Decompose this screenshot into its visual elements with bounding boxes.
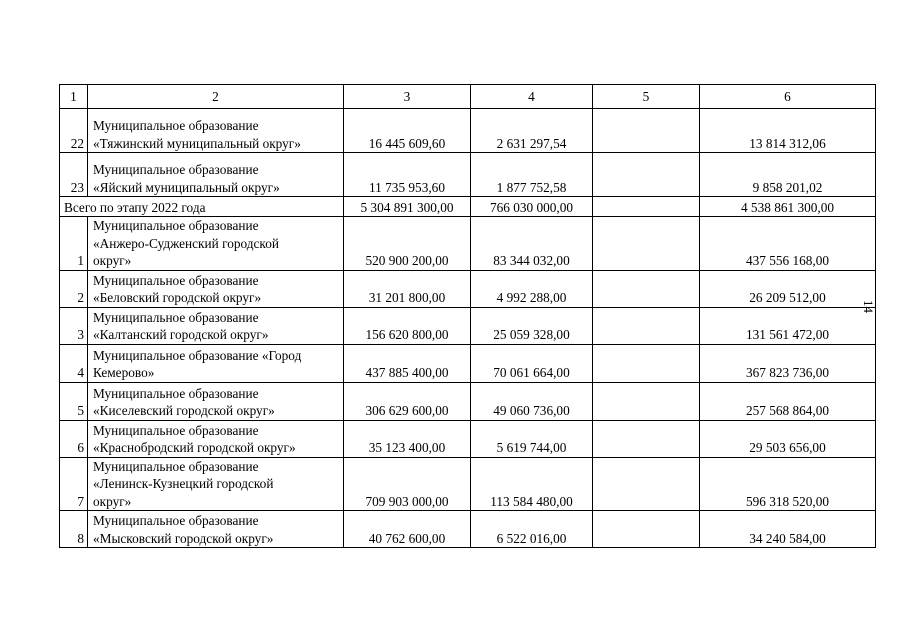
header-cell-1: 1 <box>60 85 88 109</box>
row-number: 8 <box>60 511 88 548</box>
header-cell-2: 2 <box>88 85 344 109</box>
column-4-value: 70 061 664,00 <box>471 344 593 382</box>
column-4-value: 4 992 288,00 <box>471 270 593 307</box>
name-line: «Ленинск-Кузнецкий городской <box>93 476 274 491</box>
column-3-value: 306 629 600,00 <box>344 382 471 420</box>
row-number: 3 <box>60 307 88 344</box>
column-5-value <box>593 270 700 307</box>
table-row <box>60 270 876 307</box>
column-6-value: 26 209 512,00 <box>700 270 876 307</box>
column-5-value <box>593 109 700 153</box>
column-5-value <box>593 344 700 382</box>
header-row <box>60 85 876 109</box>
column-3-value: 156 620 800,00 <box>344 307 471 344</box>
name-line: Муниципальное образование <box>93 513 259 528</box>
name-line: «Тяжинский муниципальный округ» <box>93 135 301 151</box>
name-line: Муниципальное образование <box>93 309 259 325</box>
total-column-4-value: 766 030 000,00 <box>471 197 593 217</box>
name-line: Муниципальное образование <box>93 118 259 133</box>
column-4-value: 25 059 328,00 <box>471 307 593 344</box>
name-line: Муниципальное образование <box>93 162 259 177</box>
table-body <box>60 85 876 548</box>
column-5-value <box>593 420 700 457</box>
column-4-value: 1 877 752,58 <box>471 153 593 197</box>
row-number: 2 <box>60 270 88 307</box>
municipality-name <box>88 511 344 548</box>
name-line: Кемерово» <box>93 365 155 380</box>
name-line: Муниципальное образование «Город <box>93 347 302 363</box>
municipality-name <box>88 420 344 457</box>
column-6-value: 257 568 864,00 <box>700 382 876 420</box>
name-line: «Калтанский городской округ» <box>93 327 269 342</box>
column-5-value <box>593 457 700 511</box>
column-3-value: 35 123 400,00 <box>344 420 471 457</box>
row-number: 7 <box>60 457 88 511</box>
row-number: 4 <box>60 344 88 382</box>
name-line: Муниципальное образование <box>93 218 259 233</box>
name-line: Муниципальное образование <box>93 422 259 438</box>
name-line: «Краснобродский городской округ» <box>93 440 296 455</box>
data-table <box>59 84 876 548</box>
name-line: округ» <box>93 253 132 268</box>
column-6-value: 131 561 472,00 <box>700 307 876 344</box>
total-column-3-value: 5 304 891 300,00 <box>344 197 471 217</box>
column-4-value: 6 522 016,00 <box>471 511 593 548</box>
total-column-6-value: 4 538 861 300,00 <box>700 197 876 217</box>
column-3-value: 709 903 000,00 <box>344 457 471 511</box>
table-row <box>60 217 876 271</box>
column-5-value <box>593 153 700 197</box>
column-3-value: 31 201 800,00 <box>344 270 471 307</box>
header-cell-6: 6 <box>700 85 876 109</box>
column-5-value <box>593 511 700 548</box>
name-line: Муниципальное образование <box>93 385 259 401</box>
column-5-value <box>593 382 700 420</box>
name-line: «Яйский муниципальный округ» <box>93 179 280 195</box>
column-3-value: 437 885 400,00 <box>344 344 471 382</box>
total-column-5-value <box>593 197 700 217</box>
table-row <box>60 382 876 420</box>
column-6-value: 596 318 520,00 <box>700 457 876 511</box>
name-line: Муниципальное образование <box>93 272 259 288</box>
column-5-value <box>593 217 700 271</box>
column-6-value: 437 556 168,00 <box>700 217 876 271</box>
column-4-value: 2 631 297,54 <box>471 109 593 153</box>
column-6-value: 34 240 584,00 <box>700 511 876 548</box>
table-row <box>60 344 876 382</box>
table-row <box>60 511 876 548</box>
name-line: «Киселевский городской округ» <box>93 403 275 418</box>
name-line: округ» <box>93 493 132 509</box>
name-line: «Мысковский городской округ» <box>93 530 274 546</box>
column-4-value: 5 619 744,00 <box>471 420 593 457</box>
column-6-value: 29 503 656,00 <box>700 420 876 457</box>
column-6-value: 367 823 736,00 <box>700 344 876 382</box>
column-4-value: 83 344 032,00 <box>471 217 593 271</box>
column-3-value: 11 735 953,60 <box>344 153 471 197</box>
table-row <box>60 153 876 197</box>
column-3-value: 520 900 200,00 <box>344 217 471 271</box>
municipality-name <box>88 270 344 307</box>
row-number: 1 <box>60 217 88 271</box>
column-5-value <box>593 307 700 344</box>
name-line: Муниципальное образование <box>93 458 259 474</box>
table-row <box>60 420 876 457</box>
table-row <box>60 457 876 511</box>
column-3-value: 40 762 600,00 <box>344 511 471 548</box>
municipality-name <box>88 153 344 197</box>
column-4-value: 49 060 736,00 <box>471 382 593 420</box>
column-4-value: 113 584 480,00 <box>471 457 593 511</box>
column-6-value: 13 814 312,06 <box>700 109 876 153</box>
column-6-value: 9 858 201,02 <box>700 153 876 197</box>
row-number: 22 <box>60 109 88 153</box>
municipality-name <box>88 217 344 271</box>
table-row <box>60 109 876 153</box>
header-cell-4: 4 <box>471 85 593 109</box>
municipality-name <box>88 109 344 153</box>
total-label: Всего по этапу 2022 года <box>60 197 344 217</box>
column-3-value: 16 445 609,60 <box>344 109 471 153</box>
header-cell-3: 3 <box>344 85 471 109</box>
municipality-name <box>88 307 344 344</box>
name-line: «Анжеро-Судженский городской <box>93 235 279 251</box>
row-number: 6 <box>60 420 88 457</box>
municipality-name <box>88 457 344 511</box>
header-cell-5: 5 <box>593 85 700 109</box>
row-number: 5 <box>60 382 88 420</box>
name-line: «Беловский городской округ» <box>93 290 262 305</box>
page-number: 14 <box>861 300 876 313</box>
municipality-name <box>88 344 344 382</box>
row-number: 23 <box>60 153 88 197</box>
municipality-name <box>88 382 344 420</box>
table-row <box>60 307 876 344</box>
total-row <box>60 197 876 217</box>
